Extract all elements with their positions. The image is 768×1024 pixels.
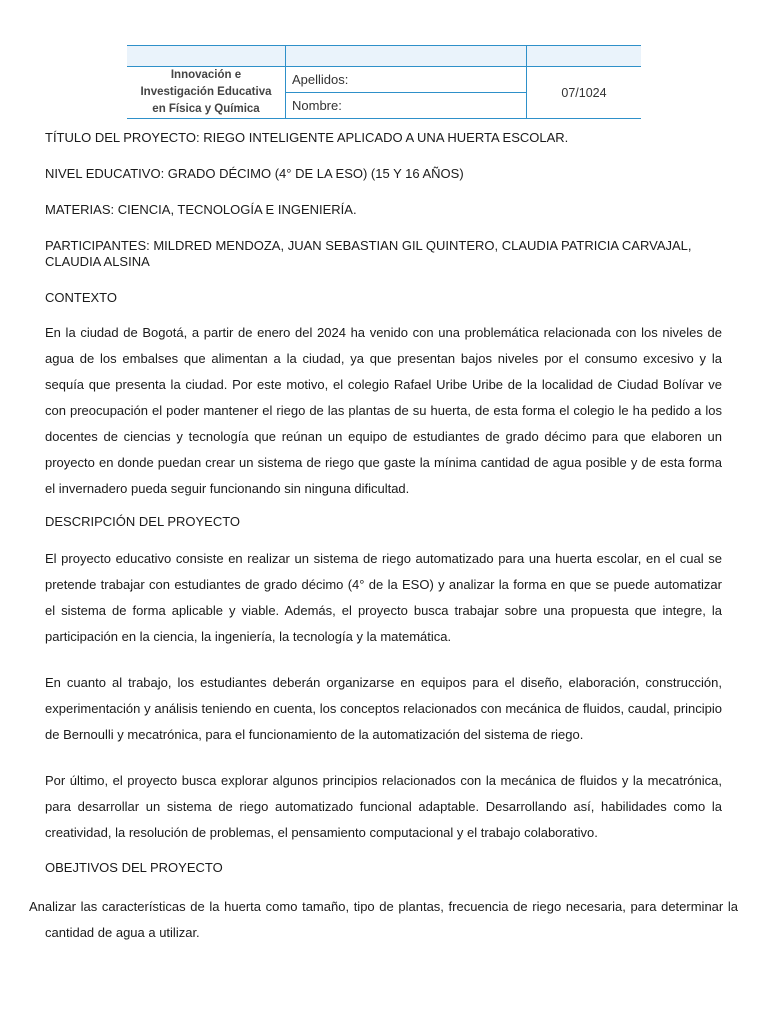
subjects-line: MATERIAS: CIENCIA, TECNOLOGÍA E INGENIERÍA.: [45, 202, 357, 217]
objectives-heading: OBEJTIVOS DEL PROYECTO: [45, 860, 223, 875]
description-paragraph: En cuanto al trabajo, los estudiantes deberán organizarse en equipos para el diseño, elaboración, construcción, experimentación y análisis teniendo en cuenta, los conceptos relacionados con mecánica de fluidos, caudal, principio de Bernoulli y mecatrónica, para el funcionamiento de la automatización del sistema de riego.: [45, 675, 722, 742]
nombre-field[interactable]: Nombre:: [286, 93, 527, 119]
header-top-cell: [127, 46, 286, 67]
education-level-line: NIVEL EDUCATIVO: GRADO DÉCIMO (4° DE LA ESO) (15 Y 16 AÑOS): [45, 166, 464, 181]
objective-text: Analizar las características de la huerta como tamaño, tipo de plantas, frecuencia de riego necesaria, para determinar la cantidad de agua a utilizar.: [29, 899, 738, 940]
context-heading: CONTEXTO: [45, 290, 117, 305]
description-paragraph: Por último, el proyecto busca explorar algunos principios relacionados con la mecánica de fluidos y la mecatrónica, para desarrollar un sistema de riego automatizado funcional adaptable. Desarrollando así, habilidades como la creatividad, la resolución de problemas, el pensamiento computacional y el trabajo colaborativo.: [45, 773, 722, 840]
description-heading: DESCRIPCIÓN DEL PROYECTO: [45, 514, 241, 529]
participants-line: PARTICIPANTES: MILDRED MENDOZA, JUAN SEBASTIAN GIL QUINTERO, CLAUDIA PATRICIA CARVAJAL, CLAUDIA ALSINA: [45, 238, 692, 269]
document-body: [45, 130, 722, 896]
header-top-cell: [286, 46, 527, 67]
document-header-table: [127, 45, 641, 119]
description-paragraph: El proyecto educativo consiste en realizar un sistema de riego automatizado para una huerta escolar, en el cual se pretende trabajar con estudiantes de grado décimo (4° de la ESO) y analizar la forma en que se puede automatizar el sistema de forma aplicable y viable. Además, el proyecto busca trabajar sobre una propuesta que integre, la participación en la ciencia, la ingeniería, la tecnología y la matemática.: [45, 551, 722, 644]
objective-item: [29, 894, 738, 946]
context-paragraph: En la ciudad de Bogotá, a partir de enero del 2024 ha venido con una problemática relacionada con los niveles de agua de los embalses que alimentan a la ciudad, ya que presentan bajos niveles por el consumo excesivo y la sequía que presenta la ciudad. Por este motivo, el colegio Rafael Uribe Uribe de la localidad de Ciudad Bolívar ve con preocupación el poder mantener el riego de las plantas de su huerta, de esta forma el colegio le ha pedido a los docentes de ciencias y tecnología que reúnan un equipo de estudiantes de grado décimo para que elaboren un proyecto en donde puedan crear un sistema de riego que gaste la mínima cantidad de agua posible y de esta forma el invernadero pueda seguir funcionando sin ninguna dificultad.: [45, 325, 722, 496]
project-title-line: TÍTULO DEL PROYECTO: RIEGO INTELIGENTE APLICADO A UNA HUERTA ESCOLAR.: [45, 130, 569, 145]
header-top-row: [127, 46, 641, 67]
header-top-cell: [527, 46, 642, 67]
institution-name: Innovación e Investigación Educativa en Física y Química: [127, 67, 286, 119]
apellidos-field[interactable]: Apellidos:: [286, 67, 527, 93]
document-date: 07/1024: [527, 67, 642, 119]
